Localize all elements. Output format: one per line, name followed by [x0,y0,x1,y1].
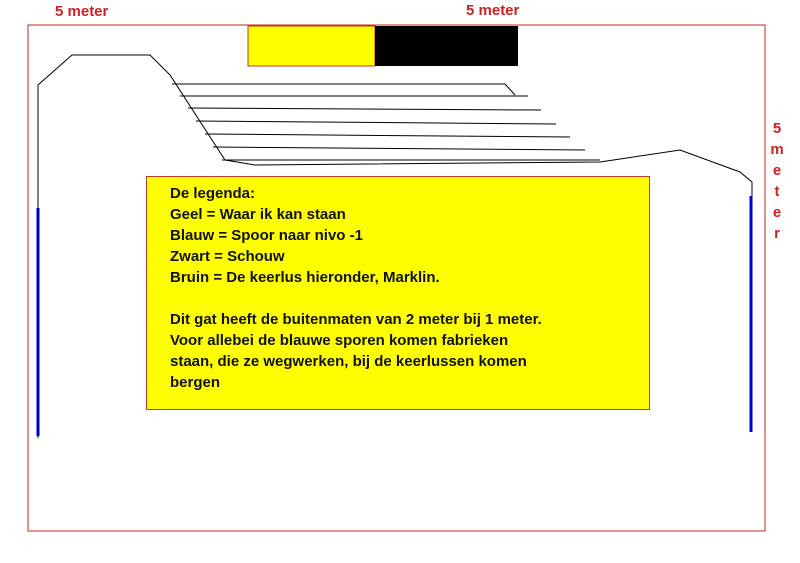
legend-title: De legenda: [170,185,256,202]
loop-line [213,147,585,150]
legend-description-line: Voor allebei de blauwe sporen komen fabrieken [170,332,509,349]
return-loop-lines [172,84,600,160]
width-label-left: 5 meter [55,3,109,20]
height-label-char: 5 [772,120,782,137]
chimney [375,26,518,66]
stand-area [248,26,375,66]
loop-line [205,134,570,137]
width-label-right: 5 meter [466,2,520,19]
legend-entry-black: Zwart = Schouw [170,248,285,265]
legend-description-line: bergen [170,374,221,391]
loop-line [172,84,515,95]
legend-box [146,176,650,410]
height-label-char: e [772,204,782,221]
legend-description-line: Dit gat heeft de buitenmaten van 2 meter bij 1 meter. [170,311,542,328]
height-label-char: r [774,225,780,242]
loop-line [196,121,556,124]
height-label-char: m [770,141,784,158]
loop-line [188,108,541,110]
height-label-char: e [772,162,782,179]
legend-spacer [170,288,649,309]
legend-entry-blue: Blauw = Spoor naar nivo -1 [170,227,363,244]
height-label-char: t [774,183,780,200]
legend-entry-yellow: Geel = Waar ik kan staan [170,206,346,223]
legend-description-line: staan, die ze wegwerken, bij de keerlussen komen [170,353,527,370]
legend-entry-brown: Bruin = De keerlus hieronder, Marklin. [170,269,440,286]
